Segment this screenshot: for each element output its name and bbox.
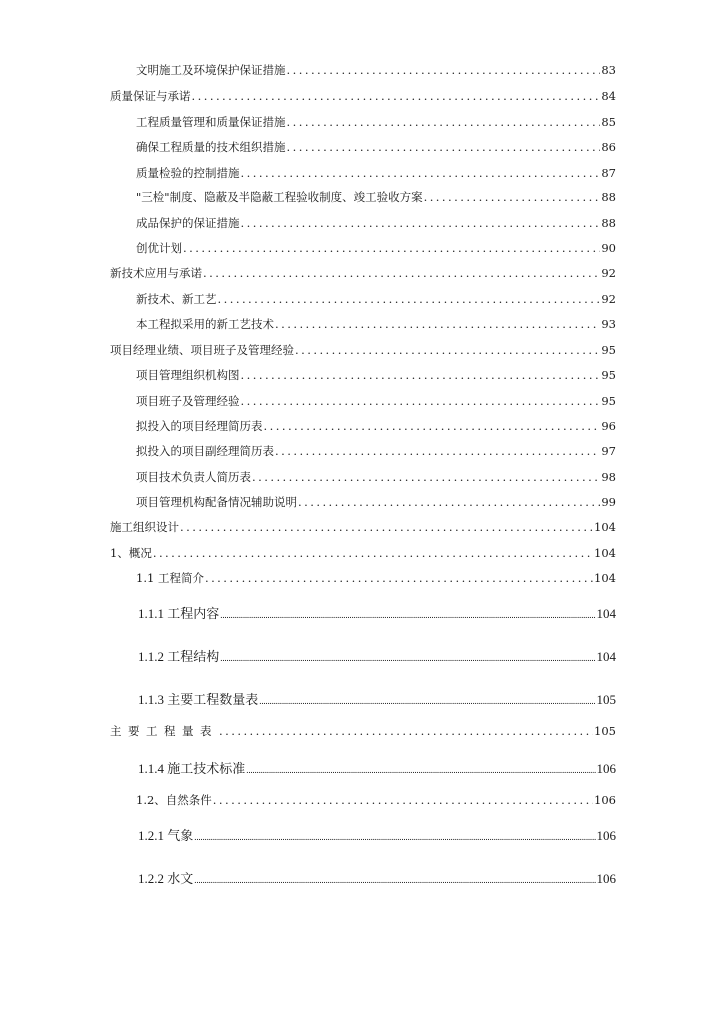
toc-page-number: 106 <box>596 828 616 843</box>
toc-leader <box>241 216 601 230</box>
toc-page-number: 86 <box>601 140 616 154</box>
toc-page-number: 99 <box>601 495 616 509</box>
toc-entry[interactable] <box>136 418 616 434</box>
toc-entry[interactable] <box>110 265 616 281</box>
toc-leader <box>241 166 601 180</box>
toc-leader <box>246 761 595 777</box>
toc-leader <box>218 292 601 306</box>
toc-entry[interactable] <box>136 62 616 78</box>
toc-entry-title: 项目班子及管理经验 <box>136 394 240 408</box>
toc-page-number: 104 <box>594 520 616 534</box>
toc-leader <box>153 546 593 560</box>
toc-page-number: 104 <box>596 606 616 621</box>
toc-entry[interactable] <box>136 165 616 181</box>
toc-entry-title: 1.1 工程简介 <box>136 571 204 585</box>
toc-entry[interactable] <box>136 139 616 155</box>
toc-entry-title: 工程质量管理和质量保证措施 <box>136 115 286 129</box>
toc-leader <box>220 649 595 665</box>
toc-page-number: 87 <box>601 166 616 180</box>
toc-entry-title: 1.1.3 主要工程数量表 <box>138 692 259 707</box>
toc-leader <box>287 115 601 129</box>
toc-entry-title: 项目管理机构配备情况辅助说明 <box>136 495 297 509</box>
toc-leader <box>220 606 595 622</box>
toc-page-number: 95 <box>601 343 616 357</box>
toc-entry-title: 新技术应用与承诺 <box>110 266 202 280</box>
toc-entry-title: 项目技术负责人简历表 <box>136 470 251 484</box>
toc-entry-title: 确保工程质量的技术组织措施 <box>136 140 286 154</box>
toc-page-number: 106 <box>596 871 616 886</box>
toc-entry[interactable] <box>136 291 616 307</box>
toc-page-number: 83 <box>601 63 616 77</box>
toc-page-number: 106 <box>594 793 616 807</box>
toc-leader <box>275 444 600 458</box>
toc-entry-title: 成品保护的保证措施 <box>136 216 240 230</box>
toc-page-number: 104 <box>594 546 616 560</box>
toc-entry[interactable] <box>136 240 616 256</box>
toc-leader <box>424 190 601 204</box>
toc-entry[interactable] <box>138 603 616 622</box>
toc-entry[interactable] <box>136 570 616 586</box>
toc-entry[interactable] <box>136 367 616 383</box>
toc-page-number: 96 <box>601 419 616 433</box>
toc-entry[interactable] <box>136 114 616 130</box>
toc-page-number: 106 <box>596 761 616 776</box>
toc-entry-title: 1、概况 <box>110 546 152 560</box>
toc-entry[interactable] <box>136 393 616 409</box>
toc-leader <box>259 692 595 708</box>
toc-leader <box>295 343 600 357</box>
toc-leader <box>275 317 600 331</box>
toc-entry[interactable] <box>136 494 616 510</box>
toc-entry[interactable] <box>110 723 616 739</box>
toc-leader <box>194 828 595 844</box>
toc-entry[interactable] <box>136 443 616 459</box>
toc-entry[interactable] <box>110 342 616 358</box>
toc-entry[interactable] <box>136 189 616 205</box>
toc-leader <box>241 368 601 382</box>
toc-page-number: 88 <box>601 216 616 230</box>
toc-entry-title: 创优计划 <box>136 241 182 255</box>
toc-leader <box>298 495 600 509</box>
toc-entry[interactable] <box>110 519 616 535</box>
toc-page-number: 85 <box>601 115 616 129</box>
toc-entry-title: 项目管理组织机构图 <box>136 368 240 382</box>
toc-page-number: 105 <box>596 692 616 707</box>
toc-entry-title: 施工组织设计 <box>110 520 179 534</box>
toc-leader <box>194 871 595 887</box>
toc-entry-title: 1.2.1 气象 <box>138 828 194 843</box>
toc-entry-title: 主要工程量表 <box>110 724 218 738</box>
toc-entry[interactable] <box>138 758 616 777</box>
toc-leader <box>252 470 600 484</box>
toc-entry-title: 质量保证与承诺 <box>110 89 191 103</box>
toc-page-number: 105 <box>594 724 616 738</box>
toc-page-number: 98 <box>601 470 616 484</box>
toc-leader <box>287 63 601 77</box>
toc-entry[interactable] <box>110 545 616 561</box>
toc-entry-title: 1.2.2 水文 <box>138 871 194 886</box>
toc-entry[interactable] <box>138 825 616 844</box>
toc-entry-title: 文明施工及环境保护保证措施 <box>136 63 286 77</box>
toc-entry-title: 新技术、新工艺 <box>136 292 217 306</box>
toc-entry-title: 拟投入的项目副经理简历表 <box>136 444 274 458</box>
toc-entry[interactable] <box>136 316 616 332</box>
toc-entry-title: "三检"制度、隐蔽及半隐蔽工程验收制度、竣工验收方案 <box>136 190 423 204</box>
toc-entry-title: 本工程拟采用的新工艺技术 <box>136 317 274 331</box>
toc-leader <box>264 419 601 433</box>
toc-entry-title: 1.1.4 施工技术标准 <box>138 761 246 776</box>
toc-leader <box>180 520 593 534</box>
toc-page-number: 104 <box>594 571 616 585</box>
toc-leader <box>219 724 593 738</box>
toc-entry[interactable] <box>136 469 616 485</box>
toc-entry[interactable] <box>138 646 616 665</box>
toc-page-number: 95 <box>601 368 616 382</box>
toc-page-number: 92 <box>601 266 616 280</box>
toc-leader <box>287 140 601 154</box>
toc-leader <box>205 571 593 585</box>
toc-entry-title: 项目经理业绩、项目班子及管理经验 <box>110 343 294 357</box>
toc-entry-title: 1.2、自然条件 <box>136 793 212 807</box>
toc-entry[interactable] <box>136 792 616 808</box>
toc-page-number: 93 <box>601 317 616 331</box>
toc-entry[interactable] <box>110 88 616 104</box>
toc-entry-title: 拟投入的项目经理简历表 <box>136 419 263 433</box>
toc-leader <box>213 793 593 807</box>
toc-page-number: 90 <box>601 241 616 255</box>
toc-entry-title: 1.1.1 工程内容 <box>138 606 220 621</box>
toc-page-number: 95 <box>601 394 616 408</box>
toc-leader <box>183 241 600 255</box>
toc-page-number: 92 <box>601 292 616 306</box>
toc-entry[interactable] <box>138 868 616 887</box>
toc-entry[interactable] <box>136 215 616 231</box>
toc-entry-title: 质量检验的控制措施 <box>136 166 240 180</box>
toc-page-number: 84 <box>601 89 616 103</box>
toc-leader <box>192 89 601 103</box>
toc-leader <box>203 266 600 280</box>
toc-page-number: 97 <box>601 444 616 458</box>
toc-page-number: 104 <box>596 649 616 664</box>
toc-entry[interactable] <box>138 689 616 708</box>
toc-page-number: 88 <box>601 190 616 204</box>
toc-entry-title: 1.1.2 工程结构 <box>138 649 220 664</box>
toc-leader <box>241 394 601 408</box>
